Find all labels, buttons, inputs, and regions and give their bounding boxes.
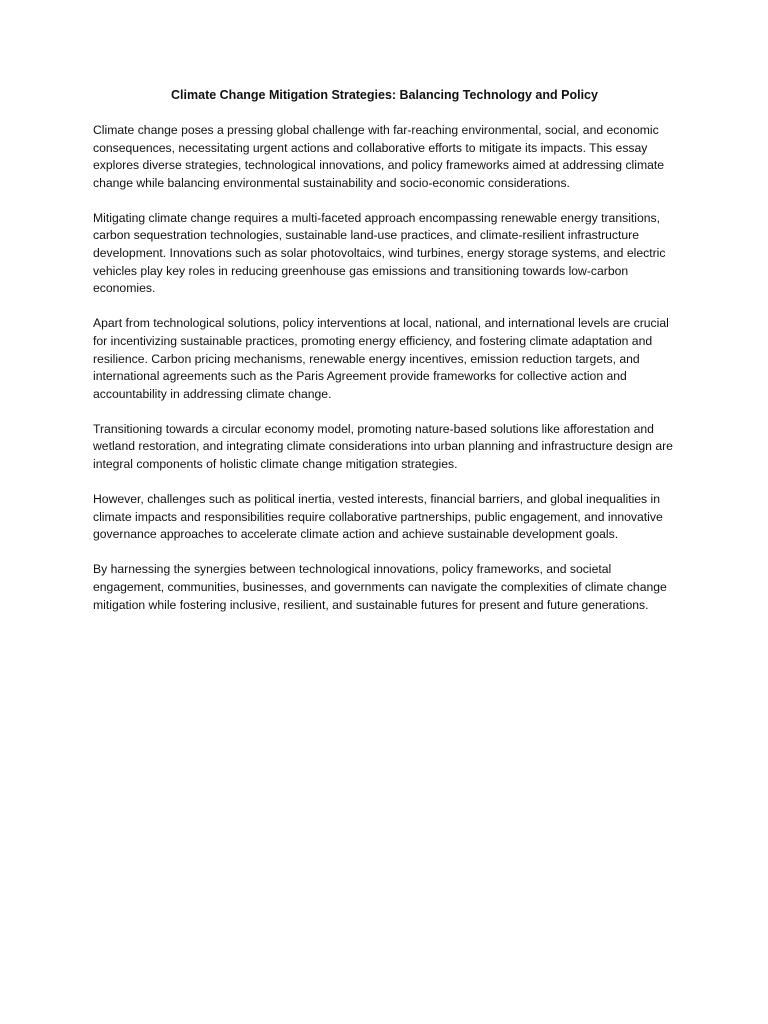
paragraph-5: However, challenges such as political inertia, vested interests, financial barriers, and global inequalities in climate impacts and responsibilities require collaborative partnerships, public engagement, and innovative governance approaches to accelerate climate action and achieve sustainable development goals.: [93, 492, 663, 542]
paragraph-1: Climate change poses a pressing global challenge with far-reaching environmental, social, and economic consequences, necessitating urgent actions and collaborative efforts to mitigate its impacts. This essay explores diverse strategies, technological innovations, and policy frameworks aimed at addressing climate change while balancing environmental sustainability and socio-economic considerations.: [93, 123, 665, 190]
paragraph-3: Apart from technological solutions, policy interventions at local, national, and international levels are crucial for incentivizing sustainable practices, promoting energy efficiency, and fostering climate adaptation and resilience. Carbon pricing mechanisms, renewable energy incentives, emission reduction targets, and international agreements such as the Paris Agreement provide frameworks for collective action and accountability in addressing climate change.: [93, 316, 669, 401]
document-title: Climate Change Mitigation Strategies: Balancing Technology and Policy: [171, 88, 598, 102]
paragraph-2: Mitigating climate change requires a multi-faceted approach encompassing renewable energy transitions, carbon sequestration technologies, sustainable land-use practices, and climate-resilient infrastructure development. Innovations such as solar photovoltaics, wind turbines, energy storage systems, and electric vehicles play key roles in reducing greenhouse gas emissions and transitioning towards low-carbon economies.: [93, 210, 666, 296]
paragraph-6: By harnessing the synergies between technological innovations, policy frameworks, and societal engagement, communities, businesses, and governments can navigate the complexities of climate change mitigation while fostering inclusive, resilient, and sustainable futures for present and future generations.: [93, 562, 667, 612]
paragraph-4: Transitioning towards a circular economy model, promoting nature-based solutions like afforestation and wetland restoration, and integrating climate considerations into urban planning and infrastructure design are integral components of holistic climate change mitigation strategies.: [93, 421, 673, 471]
